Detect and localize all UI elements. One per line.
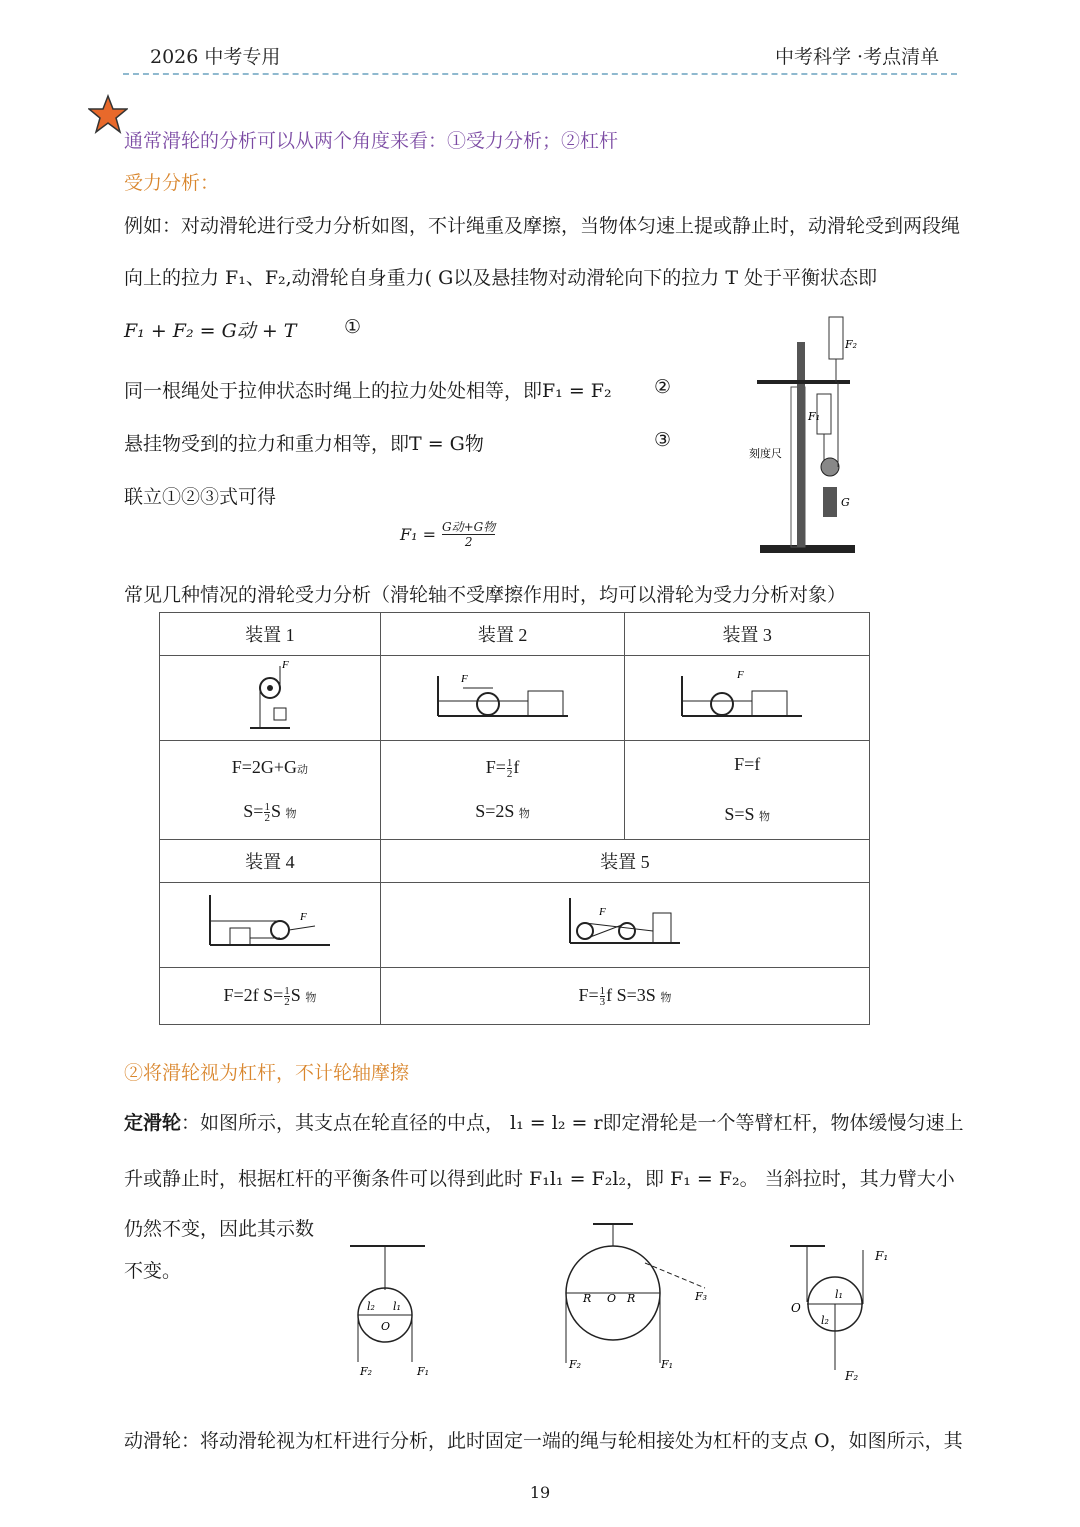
- svg-text:F: F: [737, 668, 744, 681]
- paragraph-line: 不变。: [124, 1260, 182, 1282]
- device-3-formula: F=f S=S 物: [625, 741, 870, 840]
- svg-text:O: O: [381, 1320, 391, 1333]
- paragraph-line: 向上的拉力 F₁、F₂,动滑轮自身重力( G以及悬挂物对动滑轮向下的拉力 T 处于平衡状态即: [124, 267, 878, 289]
- header-left: 2026 中考专用: [150, 46, 281, 68]
- device-4-formula: F=2f S= $\frac{1}{2}$ S 物: [160, 968, 381, 1025]
- svg-text:F: F: [598, 905, 606, 918]
- label-ruler: 刻度尺: [749, 447, 782, 460]
- sub-heading: 受力分析：: [124, 172, 220, 194]
- device-header: 装置 1: [160, 613, 381, 656]
- device-2-figure: [380, 656, 625, 741]
- lever-heading: ②将滑轮视为杠杆，不计轮轴摩擦: [124, 1062, 410, 1084]
- star-icon: [88, 94, 128, 134]
- svg-text:O: O: [791, 1301, 801, 1315]
- paragraph-line: 升或静止时，根据杠杆的平衡条件可以得到此时 F₁l₁ = F₂l₂，即 F₁ = F₂。 当斜拉时，其力臂大小: [124, 1168, 955, 1190]
- equation-number: ③: [654, 429, 672, 451]
- svg-text:F₁: F₁: [661, 1358, 674, 1371]
- page-number: 19: [529, 1483, 551, 1502]
- pulley-device-table: [159, 612, 870, 1025]
- paragraph-line: 例如：对动滑轮进行受力分析如图，不计绳重及摩擦，当物体匀速上提或静止时，动滑轮受到两段绳: [124, 215, 961, 237]
- svg-text:l₁: l₁: [835, 1288, 843, 1301]
- svg-text:F₁: F₁: [417, 1365, 430, 1378]
- paragraph-line: 联立①②③式可得: [124, 486, 277, 508]
- svg-text:F₁: F₁: [875, 1249, 889, 1263]
- paragraph-line: 动滑轮：将动滑轮视为杠杆进行分析，此时固定一端的绳与轮相接处为杠杆的支点 O，如图所示，其: [124, 1430, 963, 1452]
- equation-number: ①: [344, 316, 362, 338]
- fixed-pulley-term: 定滑轮: [124, 1112, 182, 1134]
- paragraph-line: 定滑轮：如图所示，其支点在轮直径的中点， l₁ = l₂ = r即定滑轮是一个等臂杠杆，物体缓慢匀速上: [124, 1112, 964, 1134]
- svg-text:F₃: F₃: [695, 1290, 708, 1303]
- header-divider: [123, 73, 957, 75]
- device-header: 装置 4: [160, 840, 381, 883]
- svg-text:l₁: l₁: [393, 1300, 401, 1313]
- fixed-pulley-figure-3: [785, 1240, 895, 1390]
- label-g: G: [841, 496, 850, 509]
- equation-1: F₁ + F₂ = G动 + T: [124, 320, 297, 342]
- fixed-pulley-figure-1: [345, 1240, 440, 1380]
- device-header: 装置 5: [380, 840, 869, 883]
- paragraph-line: 悬挂物受到的拉力和重力相等，即T = G物: [124, 433, 484, 455]
- label-f2: F₂: [845, 338, 858, 351]
- svg-text:F: F: [299, 910, 307, 923]
- result-lhs: F₁ =: [400, 525, 437, 544]
- label-f1: F₁: [808, 410, 821, 423]
- device-header: 装置 3: [625, 613, 870, 656]
- svg-text:R: R: [627, 1292, 636, 1305]
- section-heading: 通常滑轮的分析可以从两个角度来看：①受力分析；②杠杆: [124, 130, 619, 152]
- pulley-apparatus-figure: [745, 312, 865, 557]
- svg-text:F₂: F₂: [360, 1365, 373, 1378]
- device-4-figure: [160, 883, 381, 968]
- header-right: 中考科学 ·考点清单: [775, 46, 940, 68]
- device-5-figure: [380, 883, 869, 968]
- svg-text:l₂: l₂: [367, 1300, 375, 1313]
- fixed-pulley-figure-2: [555, 1218, 715, 1383]
- svg-text:R: R: [583, 1292, 592, 1305]
- device-header: 装置 2: [380, 613, 625, 656]
- device-2-formula: F= $\frac{1}{2}$ f S=2S 物: [380, 741, 625, 840]
- svg-text:F: F: [460, 672, 468, 685]
- device-1-formula: F=2G+G动 S= $\frac{1}{2}$ S 物: [160, 741, 381, 840]
- device-1-figure: [160, 656, 381, 741]
- paragraph-line: 仍然不变，因此其示数: [124, 1218, 315, 1240]
- result-denominator: 2: [442, 534, 495, 549]
- svg-text:F₂: F₂: [845, 1369, 859, 1383]
- svg-text:F: F: [281, 658, 289, 671]
- table-intro: 常见几种情况的滑轮受力分析（滑轮轴不受摩擦作用时，均可以滑轮为受力分析对象）: [124, 584, 847, 606]
- result-numerator: G动+G物: [442, 520, 496, 534]
- device-5-formula: F= $\frac{1}{3}$ f S=3S 物: [380, 968, 869, 1025]
- equation-number: ②: [654, 376, 672, 398]
- svg-text:F₂: F₂: [569, 1358, 582, 1371]
- svg-text:l₂: l₂: [821, 1314, 829, 1327]
- result-equation: [400, 520, 495, 549]
- paragraph-line: 同一根绳处于拉伸状态时绳上的拉力处处相等，即F₁ = F₂: [124, 380, 612, 402]
- device-3-figure: [625, 656, 870, 741]
- svg-text:O: O: [607, 1292, 617, 1305]
